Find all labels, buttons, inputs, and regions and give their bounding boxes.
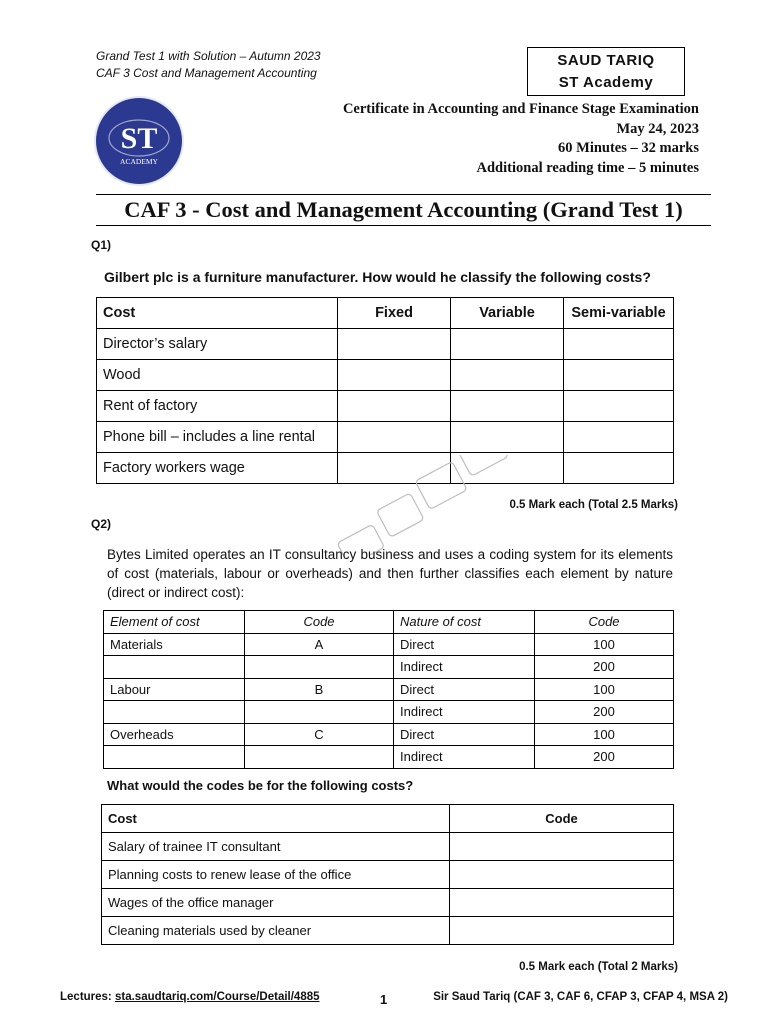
q1-row-cost: Factory workers wage [97, 453, 338, 484]
q1-col-fixed: Fixed [338, 298, 451, 329]
q2-code-table [103, 610, 674, 769]
q1-cell-semi [564, 422, 674, 453]
element-code-cell: B [245, 678, 394, 701]
table-row [104, 701, 674, 724]
q1-cell-fixed [338, 391, 451, 422]
q2-answer-col-code: Code [450, 805, 674, 833]
footer-author: Sir Saud Tariq (CAF 3, CAF 6, CFAP 3, CFAP 4, MSA 2) [433, 991, 728, 1003]
q1-marks: 0.5 Mark each (Total 2.5 Marks) [509, 499, 678, 511]
element-cell: Overheads [104, 723, 245, 746]
q1-question: Gilbert plc is a furniture manufacturer. How would he classify the following costs? [104, 269, 651, 285]
q1-table [96, 297, 674, 484]
logo-text: ST [120, 122, 158, 155]
q2-answer-col-cost: Cost [102, 805, 450, 833]
q1-label: Q1) [91, 238, 112, 252]
answer-cost-cell: Salary of trainee IT consultant [102, 833, 450, 861]
answer-code-cell [450, 861, 674, 889]
q2-answer-table [101, 804, 674, 945]
exam-date: May 24, 2023 [616, 120, 699, 137]
logo-subtext: ACADEMY [120, 157, 158, 166]
page-number: 1 [380, 992, 388, 1007]
footer-lectures [60, 991, 320, 1003]
element-cell [104, 746, 245, 769]
q1-row-cost: Wood [97, 360, 338, 391]
q1-cell-semi [564, 329, 674, 360]
table-row [102, 889, 674, 917]
nature-cell: Indirect [394, 701, 535, 724]
q1-cell-fixed [338, 422, 451, 453]
test-name: Grand Test 1 with Solution – Autumn 2023 [96, 49, 321, 63]
q1-cell-variable [451, 422, 564, 453]
q1-cell-semi [564, 360, 674, 391]
nature-cell: Direct [394, 633, 535, 656]
q2-col-nature: Nature of cost [394, 611, 535, 634]
answer-code-cell [450, 833, 674, 861]
footer-lectures-label: Lectures: [60, 991, 112, 1003]
title-rule-top [96, 194, 711, 195]
subject-name: CAF 3 Cost and Management Accounting [96, 66, 317, 80]
element-code-cell: C [245, 723, 394, 746]
page-title: CAF 3 - Cost and Management Accounting (Grand Test 1) [124, 197, 683, 222]
q1-row-cost: Phone bill – includes a line rental [97, 422, 338, 453]
q1-cell-fixed [338, 360, 451, 391]
brand-name: SAUD TARIQ [557, 52, 655, 69]
table-row [97, 422, 674, 453]
q1-col-semi-variable: Semi-variable [564, 298, 674, 329]
table-row [102, 917, 674, 945]
table-row [102, 861, 674, 889]
q2-col-nature-code: Code [535, 611, 674, 634]
table-row [97, 329, 674, 360]
answer-code-cell [450, 917, 674, 945]
element-code-cell [245, 656, 394, 679]
table-row [104, 746, 674, 769]
nature-code-cell: 200 [535, 701, 674, 724]
element-cell [104, 701, 245, 724]
q1-cell-fixed [338, 329, 451, 360]
element-cell: Labour [104, 678, 245, 701]
q2-question: What would the codes be for the following costs? [107, 778, 414, 793]
answer-cost-cell: Planning costs to renew lease of the office [102, 861, 450, 889]
table-row [104, 633, 674, 656]
element-code-cell [245, 701, 394, 724]
answer-cost-cell: Cleaning materials used by cleaner [102, 917, 450, 945]
nature-code-cell: 200 [535, 746, 674, 769]
exam-title: Certificate in Accounting and Finance Stage Examination [342, 101, 699, 117]
exam-reading-time: Additional reading time – 5 minutes [476, 159, 699, 176]
q1-cell-variable [451, 329, 564, 360]
q1-cell-variable [451, 453, 564, 484]
answer-cost-cell: Wages of the office manager [102, 889, 450, 917]
element-code-cell: A [245, 633, 394, 656]
nature-code-cell: 100 [535, 678, 674, 701]
q2-col-element: Element of cost [104, 611, 245, 634]
q1-row-cost: Director’s salary [97, 329, 338, 360]
header-italic-block [96, 48, 321, 82]
q2-col-element-code: Code [245, 611, 394, 634]
table-row [97, 391, 674, 422]
brand-academy: ST Academy [558, 74, 654, 91]
q2-label: Q2) [91, 517, 112, 531]
nature-code-cell: 200 [535, 656, 674, 679]
exam-info [343, 100, 699, 178]
academy-logo [96, 98, 182, 184]
nature-code-cell: 100 [535, 633, 674, 656]
table-row [102, 833, 674, 861]
q1-cell-semi [564, 453, 674, 484]
nature-cell: Direct [394, 678, 535, 701]
title-rule-bottom [96, 225, 711, 226]
q2-intro: Bytes Limited operates an IT consultancy business and uses a coding system for its elements of cost (materials, labour or overheads) and then further classifies each element by nature (direct or indirect cost): [107, 547, 673, 600]
table-row [97, 453, 674, 484]
logo-emblem-icon [96, 98, 182, 184]
table-row [104, 656, 674, 679]
answer-code-cell [450, 889, 674, 917]
nature-cell: Indirect [394, 656, 535, 679]
nature-cell: Indirect [394, 746, 535, 769]
element-cell [104, 656, 245, 679]
q1-cell-semi [564, 391, 674, 422]
footer-lectures-link[interactable]: sta.saudtariq.com/Course/Detail/4885 [114, 991, 320, 1003]
q1-col-variable: Variable [451, 298, 564, 329]
q1-row-cost: Rent of factory [97, 391, 338, 422]
table-row [104, 678, 674, 701]
q1-cell-variable [451, 360, 564, 391]
q2-marks: 0.5 Mark each (Total 2 Marks) [519, 961, 678, 973]
nature-cell: Direct [394, 723, 535, 746]
q1-cell-fixed [338, 453, 451, 484]
element-code-cell [245, 746, 394, 769]
table-row [97, 360, 674, 391]
nature-code-cell: 100 [535, 723, 674, 746]
q1-cell-variable [451, 391, 564, 422]
exam-duration: 60 Minutes – 32 marks [558, 140, 699, 156]
element-cell: Materials [104, 633, 245, 656]
table-row [104, 723, 674, 746]
q1-col-cost: Cost [97, 298, 338, 329]
brand-box [527, 47, 685, 96]
